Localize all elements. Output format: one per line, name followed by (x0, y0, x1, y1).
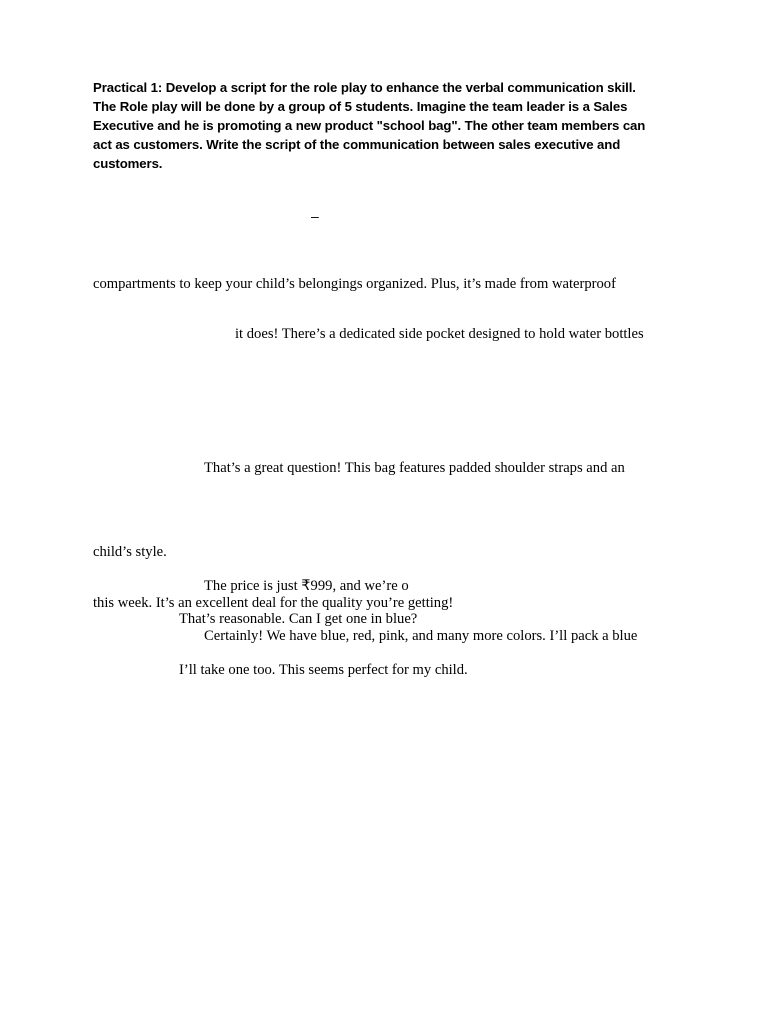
heading-line: Practical 1: Develop a script for the role play to enhance the verbal communication skill. (93, 80, 636, 95)
script-line-side-pocket: it does! There’s a dedicated side pocket designed to hold water bottles (235, 326, 644, 342)
heading-line: The Role play will be done by a group of 5 students. Imagine the team leader is a Sales (93, 99, 628, 114)
script-line-childs-style: child’s style. (93, 544, 167, 560)
script-line-certainly: Certainly! We have blue, red, pink, and many more colors. I’ll pack a blue (204, 628, 638, 644)
script-line-reasonable: That’s reasonable. Can I get one in blue? (179, 611, 418, 627)
dash-mark: – (311, 208, 319, 224)
script-line-compartments: compartments to keep your child’s belongings organized. Plus, it’s made from waterproof (93, 276, 616, 292)
heading-line: customers. (93, 156, 163, 171)
practical-heading (93, 78, 693, 173)
script-line-price: The price is just ₹999, and we’re o (204, 578, 409, 594)
script-line-great-question: That’s a great question! This bag features padded shoulder straps and an (204, 460, 625, 476)
heading-line: act as customers. Write the script of the communication between sales executive and (93, 137, 621, 152)
script-line-take-one: I’ll take one too. This seems perfect for my child. (179, 662, 468, 678)
heading-line: Executive and he is promoting a new product "school bag". The other team members can (93, 118, 646, 133)
script-line-excellent-deal: this week. It’s an excellent deal for the quality you’re getting! (93, 595, 454, 611)
